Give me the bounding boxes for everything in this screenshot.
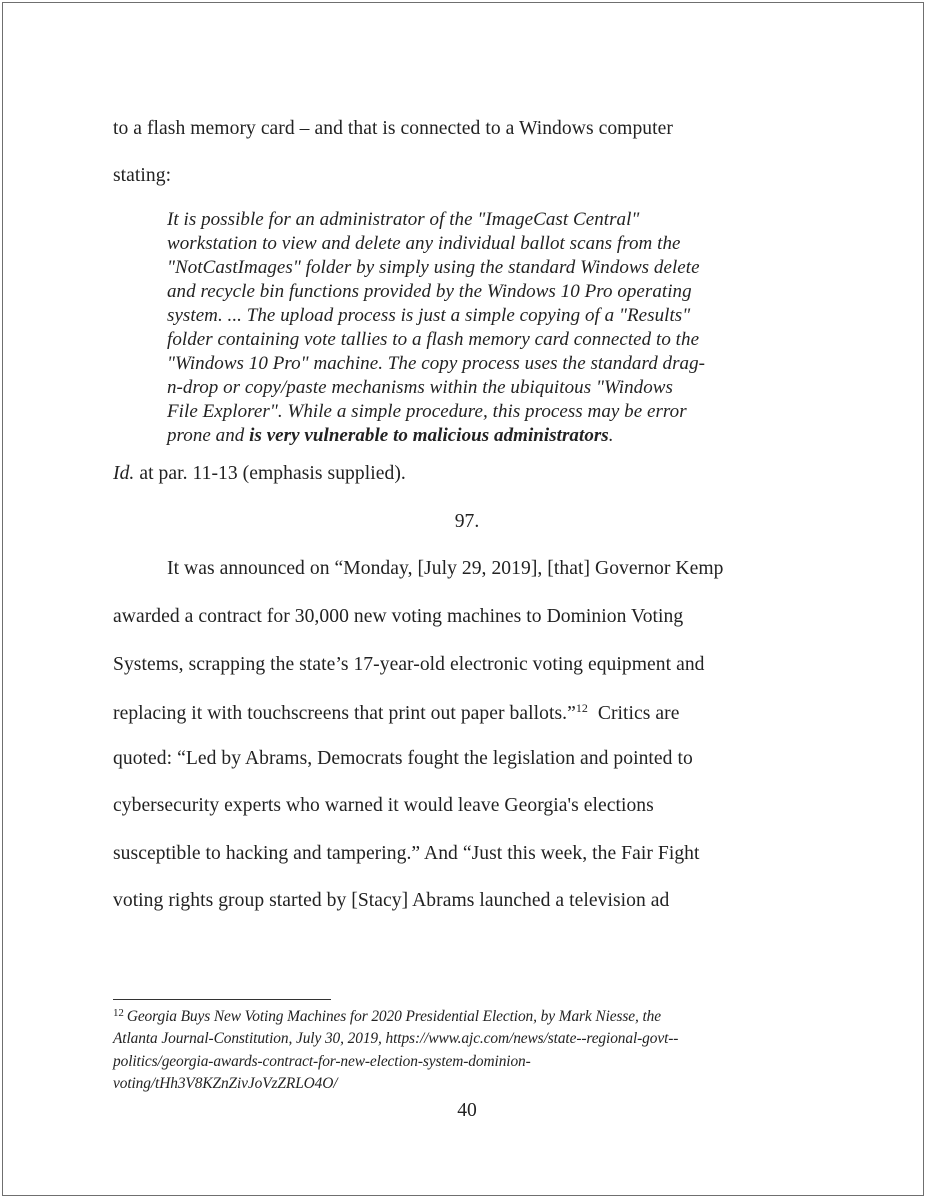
paragraph-line-5: quoted: “Led by Abrams, Democrats fought the legislation and pointed to [113, 748, 693, 769]
paragraph-number: 97. [454, 511, 480, 532]
quote-line-2: workstation to view and delete any individual ballot scans from the [167, 233, 681, 254]
page-number: 40 [457, 1100, 477, 1121]
footnote-reference: 12 [575, 701, 588, 715]
quote-line-9: File Explorer". While a simple procedure, this process may be error [167, 401, 687, 422]
footnote-line-2: Atlanta Journal-Constitution, July 30, 2019, https://www.ajc.com/news/state--regional-govt-- [113, 1030, 679, 1047]
citation-text: at par. 11-13 (emphasis supplied). [134, 463, 406, 484]
quote-line-7: "Windows 10 Pro" machine. The copy process uses the standard drag- [167, 353, 706, 374]
quote-line-5: system. ... The upload process is just a simple copying of a "Results" [167, 305, 691, 326]
quote-line-10-end: . [608, 425, 614, 446]
quote-line-8: n-drop or copy/paste mechanisms within the ubiquitous "Windows [167, 377, 673, 398]
quote-line-4: and recycle bin functions provided by the Windows 10 Pro operating [167, 281, 692, 302]
footnote-line-3: politics/georgia-awards-contract-for-new-election-system-dominion- [113, 1053, 531, 1070]
citation-id: Id. [113, 463, 135, 484]
paragraph-line-3: Systems, scrapping the state’s 17-year-old electronic voting equipment and [113, 654, 705, 675]
quote-line-10 [167, 425, 614, 447]
quote-emphasis: is very vulnerable to malicious administrators [249, 425, 609, 446]
quote-line-1: It is possible for an administrator of the "ImageCast Central" [167, 209, 640, 230]
paragraph-line-2: awarded a contract for 30,000 new voting machines to Dominion Voting [113, 606, 684, 627]
quote-line-10-start: prone and [167, 425, 250, 446]
paragraph-line-1: It was announced on “Monday, [July 29, 2019], [that] Governor Kemp [167, 558, 724, 579]
footnote-line-1 [113, 1007, 661, 1026]
continuation-line-2: stating: [113, 165, 172, 186]
paragraph-line-4-start: replacing it with touchscreens that print out paper ballots.” [113, 703, 576, 724]
continuation-line-1: to a flash memory card – and that is connected to a Windows computer [113, 118, 673, 139]
document-page [2, 2, 924, 1196]
quote-line-6: folder containing vote tallies to a flash memory card connected to the [167, 329, 700, 350]
paragraph-line-8: voting rights group started by [Stacy] Abrams launched a television ad [113, 890, 670, 911]
footnote-rule [113, 999, 331, 1000]
quote-line-3: "NotCastImages" folder by simply using the standard Windows delete [167, 257, 700, 278]
paragraph-line-4-end: Critics are [587, 703, 680, 724]
paragraph-line-6: cybersecurity experts who warned it would leave Georgia's elections [113, 795, 654, 816]
footnote-marker: 12 [113, 1007, 124, 1019]
paragraph-line-7: susceptible to hacking and tampering.” And “Just this week, the Fair Fight [113, 843, 700, 864]
paragraph-line-4 [113, 701, 679, 725]
footnote-line-1-text: Georgia Buys New Voting Machines for 2020 Presidential Election, by Mark Niesse, the [126, 1008, 661, 1025]
footnote-line-4: voting/tHh3V8KZnZivJoVzZRLO4O/ [113, 1075, 338, 1092]
citation-line [113, 463, 406, 485]
